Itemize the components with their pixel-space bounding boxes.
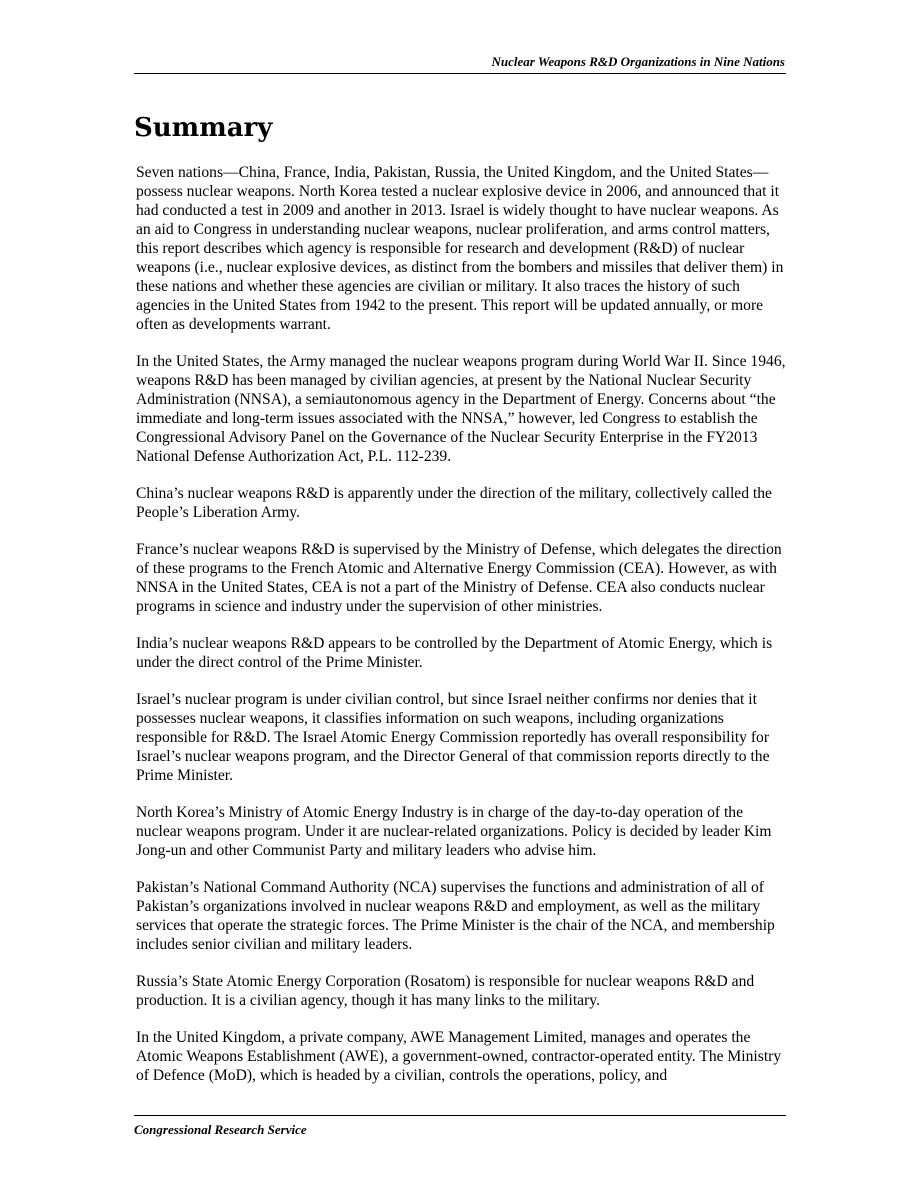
paragraph-north-korea: North Korea’s Ministry of Atomic Energy Industry is in charge of the day-to-day operation of the nuclear weapons program. Under it are nuclear-related organizations. Policy is decided by leader Kim Jong-un and other Communist Party and military leaders who advise him. bbox=[136, 804, 772, 859]
paragraph-china: China’s nuclear weapons R&D is apparently under the direction of the military, collectively called the People’s Liberation Army. bbox=[136, 485, 772, 521]
paragraph-pakistan: Pakistan’s National Command Authority (NCA) supervises the functions and administration of all of Pakistan’s organizations involved in nuclear weapons R&D and employment, as well as the military services that operate the strategic forces. The Prime Minister is the chair of the NCA, and membership includes senior civilian and military leaders. bbox=[136, 879, 775, 953]
section-title: Summary bbox=[134, 113, 273, 143]
paragraph-united-states: In the United States, the Army managed the nuclear weapons program during World War II. Since 1946, weapons R&D has been managed by civilian agencies, at present by the National Nuclear Security Administration (NNSA), a semiautonomous agency in the Department of Energy. Concerns about “the immediate and long-term issues associated with the NNSA,” however, led Congress to establish the Congressional Advisory Panel on the Governance of the Nuclear Security Enterprise in the FY2013 National Defense Authorization Act, P.L. 112-239. bbox=[136, 353, 786, 465]
summary-body bbox=[136, 163, 788, 1103]
paragraph-overview: Seven nations—China, France, India, Pakistan, Russia, the United Kingdom, and the United States—possess nuclear weapons. North Korea tested a nuclear explosive device in 2006, and announced that it had conducted a test in 2009 and another in 2013. Israel is widely thought to have nuclear weapons. As an aid to Congress in understanding nuclear weapons, nuclear proliferation, and arms control matters, this report describes which agency is responsible for research and development (R&D) of nuclear weapons (i.e., nuclear explosive devices, as distinct from the bombers and missiles that deliver them) in these nations and whether these agencies are civilian or military. It also traces the history of such agencies in the United States from 1942 to the present. This report will be updated annually, or more often as developments warrant. bbox=[136, 164, 784, 333]
paragraph-russia: Russia’s State Atomic Energy Corporation (Rosatom) is responsible for nuclear weapons R&D and production. It is a civilian agency, though it has many links to the military. bbox=[136, 973, 755, 1009]
page-footer bbox=[134, 1115, 786, 1139]
footer-source: Congressional Research Service bbox=[134, 1122, 307, 1137]
paragraph-united-kingdom: In the United Kingdom, a private company, AWE Management Limited, manages and operates the Atomic Weapons Establishment (AWE), a government-owned, contractor-operated entity. The Ministry of Defence (MoD), which is headed by a civilian, controls the operations, policy, and bbox=[136, 1029, 782, 1084]
paragraph-france: France’s nuclear weapons R&D is supervised by the Ministry of Defense, which delegates the direction of these programs to the French Atomic and Alternative Energy Commission (CEA). However, as with NNSA in the United States, CEA is not a part of the Ministry of Defense. CEA also conducts nuclear programs in science and industry under the supervision of other ministries. bbox=[136, 541, 782, 615]
running-header-title: Nuclear Weapons R&D Organizations in Nine Nations bbox=[491, 54, 785, 69]
paragraph-israel: Israel’s nuclear program is under civilian control, but since Israel neither confirms nor denies that it possesses nuclear weapons, it classifies information on such weapons, including organizations responsible for R&D. The Israel Atomic Energy Commission reportedly has overall responsibility for Israel’s nuclear weapons program, and the Director General of that commission reports directly to the Prime Minister. bbox=[136, 691, 770, 784]
paragraph-india: India’s nuclear weapons R&D appears to be controlled by the Department of Atomic Energy, which is under the direct control of the Prime Minister. bbox=[136, 635, 773, 671]
running-header bbox=[134, 53, 786, 74]
